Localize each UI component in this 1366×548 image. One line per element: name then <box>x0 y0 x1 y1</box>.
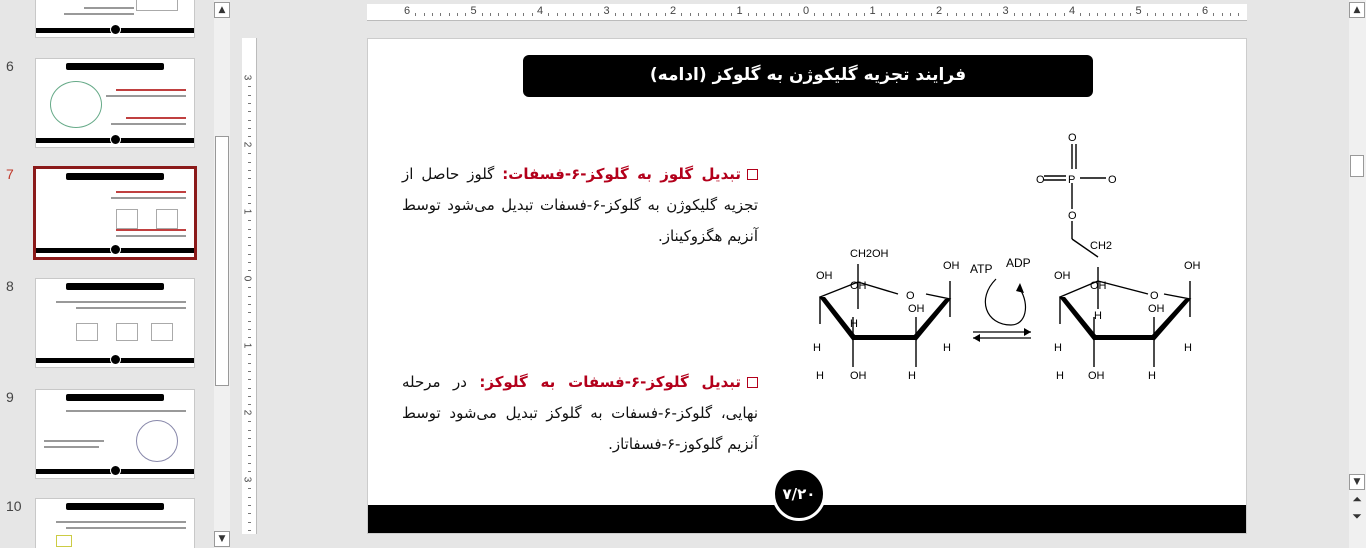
svg-text:OH: OH <box>1184 260 1201 272</box>
scroll-down-button[interactable]: ▼ <box>1349 474 1365 490</box>
slide-number: 7 <box>6 166 14 182</box>
svg-text:OH: OH <box>1088 370 1105 382</box>
svg-text:O: O <box>1068 132 1077 144</box>
ruler-label: 3 <box>241 476 253 483</box>
glucose-phosphorylation-diagram <box>798 129 1218 429</box>
scroll-thumb[interactable] <box>1350 155 1364 177</box>
svg-text:H: H <box>1148 370 1156 382</box>
horizontal-ruler[interactable] <box>367 4 1247 21</box>
vertical-ruler[interactable] <box>242 38 257 534</box>
thumbnail-preview[interactable] <box>35 389 195 479</box>
thumbnail-preview[interactable] <box>35 498 195 548</box>
scroll-up-button[interactable]: ▲ <box>214 2 230 18</box>
svg-text:H: H <box>850 318 858 330</box>
ruler-label: 3 <box>241 74 253 81</box>
svg-text:O: O <box>1068 210 1077 222</box>
slide-number: 10 <box>6 498 22 514</box>
svg-text:H: H <box>1094 310 1102 322</box>
slide-number: 9 <box>6 389 14 405</box>
svg-text:P: P <box>1068 174 1076 186</box>
ruler-label: 3 <box>1002 5 1009 17</box>
slide-thumbnail-pane[interactable] <box>0 0 212 548</box>
checkbox-bullet-icon <box>747 169 758 180</box>
checkbox-bullet-icon <box>747 377 758 388</box>
svg-text:O: O <box>1150 290 1159 302</box>
thumbnail-scrollbar[interactable] <box>214 0 230 548</box>
bullet-heading: تبدیل گلوز به گلوکز-۶-فسفات: <box>502 165 741 183</box>
svg-text:H: H <box>1184 342 1192 354</box>
svg-text:H: H <box>813 342 821 354</box>
ruler-label: 5 <box>1135 5 1142 17</box>
slide-number: 8 <box>6 278 14 294</box>
bullet-g6p-to-glucose[interactable] <box>402 367 758 460</box>
svg-text:H: H <box>1056 370 1064 382</box>
svg-text:H: H <box>908 370 916 382</box>
label-ch2: CH2 <box>1090 240 1113 252</box>
svg-text:OH: OH <box>1054 270 1071 282</box>
ruler-label: 1 <box>241 342 253 349</box>
thumbnail-preview-selected[interactable] <box>33 166 197 260</box>
bullet-body: گلوز حاصل از تجزیه گلیکوژن به گلوکز-۶-فسفات تبدیل می‌شود توسط آنزیم هگزوکیناز. <box>402 165 759 245</box>
ruler-label: 1 <box>869 5 876 17</box>
editor-scrollbar[interactable] <box>1349 0 1366 548</box>
thumbnail-preview[interactable] <box>35 278 195 368</box>
svg-text:H: H <box>816 370 824 382</box>
slide-number: 6 <box>6 58 14 74</box>
svg-text:OH: OH <box>1090 280 1107 292</box>
ring-bold-edge <box>820 297 950 340</box>
svg-text:OH: OH <box>908 303 925 315</box>
scroll-down-button[interactable]: ▼ <box>214 531 230 547</box>
thumbnail-preview[interactable] <box>35 0 195 38</box>
previous-slide-button[interactable]: ⏶ <box>1352 492 1362 506</box>
scroll-thumb[interactable] <box>215 136 229 386</box>
slide-title[interactable]: فرایند تجزیه گلیکوژن به گلوکز (ادامه) <box>523 55 1093 97</box>
bullet-body: در مرحله نهایی، گلوکز-۶-فسفات به گلوکز تبدیل می‌شود توسط آنزیم گلوکوز-۶-فسفاتاز. <box>402 373 758 453</box>
ruler-label: 4 <box>537 5 544 17</box>
svg-text:H: H <box>1054 342 1062 354</box>
ruler-label: 2 <box>936 5 943 17</box>
slide-canvas[interactable] <box>367 38 1247 534</box>
bullet-heading: تبدیل گلوکز-۶-فسفات به گلوکز: <box>479 373 741 391</box>
ruler-label: 0 <box>803 5 810 17</box>
label-ch2oh: CH2OH <box>850 248 889 260</box>
ruler-label: 4 <box>1069 5 1076 17</box>
svg-text:O: O <box>1036 174 1045 186</box>
ruler-label: 1 <box>241 208 253 215</box>
ruler-label: 2 <box>670 5 677 17</box>
label-atp: ATP <box>970 262 993 276</box>
svg-text:H: H <box>943 342 951 354</box>
svg-text:OH: OH <box>850 370 867 382</box>
next-slide-button[interactable]: ⏷ <box>1352 509 1362 523</box>
bullet-glucose-to-g6p[interactable] <box>402 159 758 252</box>
scroll-up-button[interactable]: ▲ <box>1349 2 1365 18</box>
ruler-label: 3 <box>603 5 610 17</box>
ruler-label: 6 <box>404 5 411 17</box>
slide-page-number: ۷/۲۰ <box>772 467 826 521</box>
ruler-label: 5 <box>470 5 477 17</box>
svg-text:O: O <box>1108 174 1117 186</box>
ruler-label: 2 <box>241 409 253 416</box>
svg-text:O: O <box>906 290 915 302</box>
ruler-label: 2 <box>241 141 253 148</box>
svg-text:OH: OH <box>816 270 833 282</box>
ruler-label: 1 <box>736 5 743 17</box>
ruler-label: 6 <box>1202 5 1209 17</box>
label-adp: ADP <box>1006 256 1031 270</box>
svg-text:OH: OH <box>943 260 960 272</box>
svg-text:OH: OH <box>850 280 867 292</box>
svg-text:OH: OH <box>1148 303 1165 315</box>
thumbnail-preview[interactable] <box>35 58 195 148</box>
ruler-label: 0 <box>241 275 253 282</box>
